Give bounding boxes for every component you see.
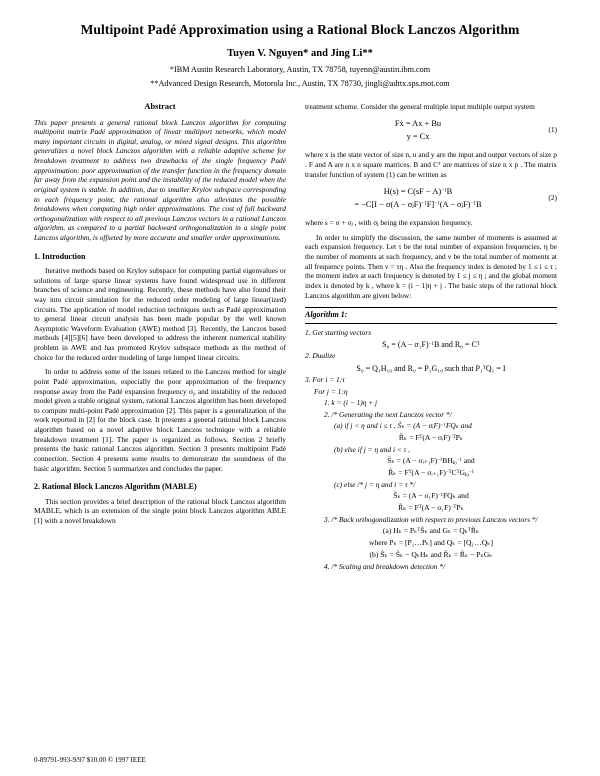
authors: Tuyen V. Nguyen* and Jing Li** <box>227 47 373 59</box>
left-column <box>34 102 286 574</box>
algorithm-step-2: 2. Dualize <box>305 351 336 361</box>
equation-1 <box>305 117 557 143</box>
right-paragraph-2: where x is the state vector of size n, u and y are the input and output vectors of size p . F and A are n x n square matrices. B and $C^T$ are matrices of size n x p . The matrix transfer function of system (1) can be written as <box>305 150 557 179</box>
equation-1-line-1: Fẋ = Ax + Bu <box>394 119 442 129</box>
algorithm-step-3-2a-math: R̃ₖ = $F^T(A$ − σᵢF)$^{-T}$Pₖ <box>398 432 464 442</box>
page-title: Multipoint Padé Approximation using a Rational Block Lanczos Algorithm <box>80 22 520 37</box>
equation-2-body <box>305 185 531 211</box>
algorithm-step-3-2c-math-1: S̃ₖ = $(A - \sigma_1F)^{-1}FQ_k$ and <box>393 491 469 501</box>
algorithm-step-3-2b-math-1: S̃ₖ = (A − σᵢ₊₁F)$^{-1}$BHⱼ₀$^{-1}$ and <box>387 456 475 466</box>
section-heading-introduction: 1. Introduction <box>34 251 86 261</box>
algorithm-step-3-2c-math-2: R̃ₖ = $F^T(A - \sigma_1F)^{-T}P_k$ <box>398 503 464 513</box>
copyright-footer: 0-89791-993-9/97 $10.00 © 1997 IEEE <box>34 756 146 764</box>
algorithm-step-3-3: 3. /* Back orthogonalization with respect to previous Lanczos vectors */ <box>324 514 538 524</box>
algorithm-step-2-math: S₀ = Q₁H₁₀ and R₀ = P₁G₁₀ such that P₁$^T$Q₁ = I <box>356 364 506 373</box>
abstract-heading: Abstract <box>144 101 176 111</box>
algorithm-step-3-3a: (a) Hₖ = Pₖ$^T$S̃ₖ and Gₖ = Qₖ$^T$R̃ₖ <box>382 526 480 536</box>
abstract-text: This paper presents a general rational block Lanczos algorithm for computing multipoint matrix Padé approximation of linear multiport networks, which model many important circuits in digital, analog, or mixed signal designs. This algorithm generalizes a novel block Lanczos algorithm with a reliable adaptive scheme for breakdown treatment to address two drawbacks of the single frequency Padé approximation: poor approximation of the transfer function in the frequency domain far away from the expansion point and the instability of the reduced model when the original system is stable. In addition, due to smaller Krylov subspace corresponding to each frequency point, the rational algorithm also alleviates the possible breakdowns when computing high order approximations. The cost of full backward orthogonalization with respect to all previous Lanczos vectors in a rational Lanczos algorithm, as compared to a partial backward orthogonalization in a single point Lanczos algorithm, is offseted by more accurate and smaller order approximations. <box>34 117 286 243</box>
right-paragraph-4: In order to simplify the discussion, the same number of moments is assumed at each expansion frequency. Let τ be the total number of expansion frequencies, η be the number of moments at each frequency, and ν be the total number of moments at all frequency points. Then ν = τη . Also the frequency index is denoted by 1 ≤ i ≤ τ ; the moment index at each frequency is denoted by 1 ≤ j ≤ η ; and the global moment index is denoted by k , where k = (i − 1)η + j . The basic steps of the rational block Lanczos algorithm are given below: <box>305 232 557 300</box>
algorithm-step-3-2b-math-2: R̃ₖ = $F^T(A$ − $\sigma ᵢ_{+1}F)^{-T}C^TGⱼ_0^{-1}$ <box>388 468 474 478</box>
algorithm-step-1: 1. Get starting vectors <box>305 327 372 337</box>
equation-2-number: (2) <box>548 193 557 203</box>
body-columns <box>34 102 566 574</box>
algorithm-step-3: 3. For i = 1:τ <box>305 375 345 385</box>
abstract-block <box>34 118 286 243</box>
equation-2 <box>305 185 557 211</box>
equation-1-line-2: y = Cx <box>406 132 430 142</box>
intro-paragraph-1: Iterative methods based on Krylov subspace for computing partial eigenvalues or solutions of large sparse linear systems have found widespread use in different branches of science and engineering. Recently, these methods have also found their way into circuit simulation for the reduced order modeling of large linear(ized) circuits. The application of model reduction techniques such as Padé approximation to general linear circuit analysis has been made popular by the well known Asymptotic Waveform Evaluation (AWE) method [3]. Recently, the Lanczos based methods [4][5][6] have been developed to address the inherent numerical stability problem in AWE and has promoted Krylov subspace methods as the method of choice for the reduced order modeling of large lumped linear circuits. <box>34 266 286 362</box>
algorithm-step-3-loop: For j = 1:η <box>314 386 348 396</box>
equation-1-body <box>305 117 531 143</box>
right-paragraph-3: where s = σ + σⱼ , with σⱼ being the expansion frequency. <box>305 218 473 228</box>
right-paragraph-1: treatment scheme. Consider the general multiple input multiple output system <box>305 101 535 111</box>
equation-2-line-1: H(s) = C(sF − A)$^{-1}$B <box>383 187 453 197</box>
equation-1-number: (1) <box>548 125 557 135</box>
equation-2-line-2: = −C[I − σ(A − σⱼF)$^{-1}$F]$^{-1}$(A − σⱼF)$^{-1}$B <box>354 200 482 210</box>
algorithm-step-3-3b: (b) Ŝₖ = S̃ₖ − QₖHₖ and R̂ₖ = R̃ₖ − PₖGₖ <box>369 549 493 559</box>
algorithm-step-3-2: 2. /* Generating the next Lanczos vector */ <box>324 409 452 419</box>
algorithm-step-3-2c: (c) else /* j = η and i = τ */ <box>334 479 416 489</box>
section-heading-rational-block-lanczos: 2. Rational Block Lanczos Algorithm (MABLE) <box>34 482 197 492</box>
algorithm-body <box>305 328 557 573</box>
algorithm-step-3-3a-where: where Pₖ = [P₁…Pₖ] and Qₖ = [Q₁…Qₖ] <box>368 538 494 548</box>
algorithm-step-3-1: 1. k = (i − 1)η + j <box>324 398 378 408</box>
algorithm-step-3-2a: (a) if j < η and i ≤ τ , S̃ₖ = (A − σᵢF)$^{-1}$FQₖ and <box>334 421 472 431</box>
intro-paragraph-2: In order to address some of the issues related to the Lanczos method for single point Padé approximation, especially the poor approximation of the frequency response away from the Padé expansion frequency σ₀ and instability of the reduced model given a stable original system, rational Lanczos algorithm has been developed to compute multi-point Padé approximation [2]. This paper is a generalization of the work reported in [2] for the block case. It presents a general rational block Lanczos algorithm based on a novel adaptive block Lanczos technique with a reliable breakdown treatment [1]. The paper is organized as follows. Section 2 briefly presents the basic rational Lanczos algorithm. Section 3 presents multipoint Padé connection. Section 4 presents some results to demonstrate the soundness of the basic algorithm. Section 5 summarizes and concludes the paper. <box>34 367 286 473</box>
algorithm-title: Algorithm 1: <box>305 307 557 323</box>
affiliation-2: **Advanced Design Research, Motorola Inc., Austin, TX 78730, jingli@adttx.sps.mot.com <box>150 78 450 88</box>
algorithm-step-3-2b: (b) else if j = η and i < τ , <box>334 444 411 454</box>
algorithm-step-3-4: 4. /* Scaling and breakdown detection */ <box>324 561 446 571</box>
rblock-paragraph-1: This section provides a brief description of the rational block Lanczos algorithm MABLE, which is an extension of the single point block Lanczos algorithm ABLE [1] with a novel breakdown <box>34 496 286 525</box>
algorithm-step-1-math: $S_0 = (A - \sigma_1F)^{-1}B$ and $R_0 = C^T$ <box>382 340 480 350</box>
affiliation-1: *IBM Austin Research Laboratory, Austin, TX 78758, tuyenn@austin.ibm.com <box>169 64 431 74</box>
right-column <box>305 102 557 574</box>
